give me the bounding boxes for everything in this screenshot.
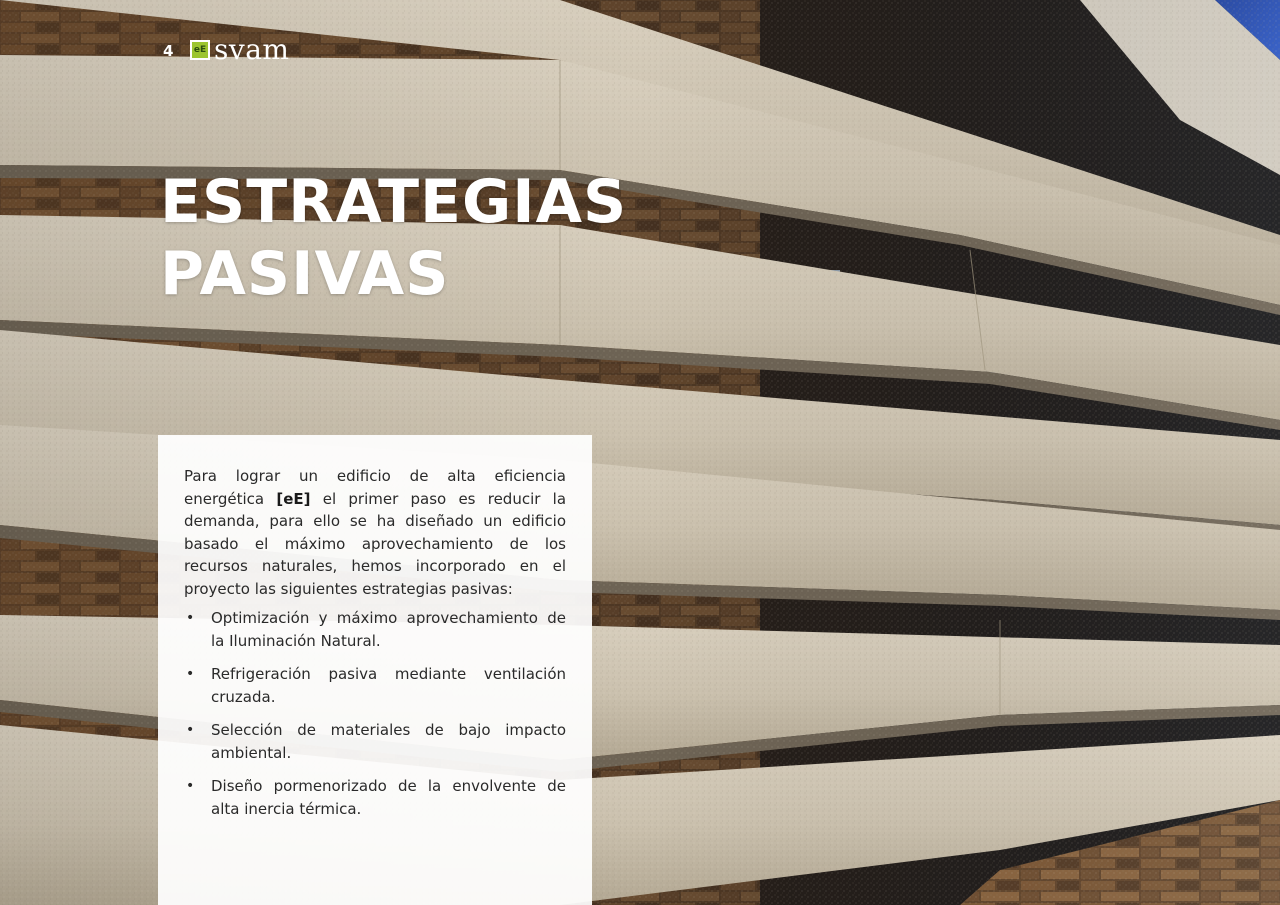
intro-text-start: Para lograr un edificio de alta eficiencia energética — [184, 467, 566, 508]
logo-badge — [190, 40, 210, 60]
intro-text-bold: [eE] — [276, 489, 311, 508]
list-item — [184, 607, 566, 652]
list-item-text: Selección de materiales de bajo impacto ambiental. — [211, 721, 566, 762]
page-title — [160, 166, 627, 310]
title-line-1: ESTRATEGIAS — [160, 167, 628, 237]
text-panel — [158, 435, 592, 905]
text-panel-content — [184, 465, 566, 831]
bullet-icon: • — [186, 666, 195, 682]
bullet-icon: • — [186, 610, 195, 626]
bullet-icon: • — [186, 722, 195, 738]
title-line-2: PASIVAS — [160, 239, 450, 309]
list-item-text: Optimización y máximo aprovechamiento de la Iluminación Natural. — [211, 609, 566, 650]
svam-logo — [190, 33, 290, 66]
bullet-icon: • — [186, 778, 195, 794]
list-item — [184, 719, 566, 764]
strategies-list — [184, 607, 566, 820]
intro-text-end: el primer paso es reducir la demanda, para ello se ha diseñado un edificio basado el máximo aprovechamiento de los recursos naturales, hemos incorporado en el proyecto las siguientes estrategias pasivas: — [184, 489, 567, 598]
intro-paragraph — [184, 465, 566, 600]
list-item — [184, 775, 566, 820]
page-number: 4 — [163, 42, 174, 60]
list-item-text: Refrigeración pasiva mediante ventilación cruzada. — [211, 665, 566, 706]
logo-badge-label: eE — [193, 44, 207, 55]
list-item — [184, 663, 566, 708]
logo-wordmark: svam — [214, 33, 290, 66]
list-item-text: Diseño pormenorizado de la envolvente de alta inercia térmica. — [211, 777, 566, 818]
